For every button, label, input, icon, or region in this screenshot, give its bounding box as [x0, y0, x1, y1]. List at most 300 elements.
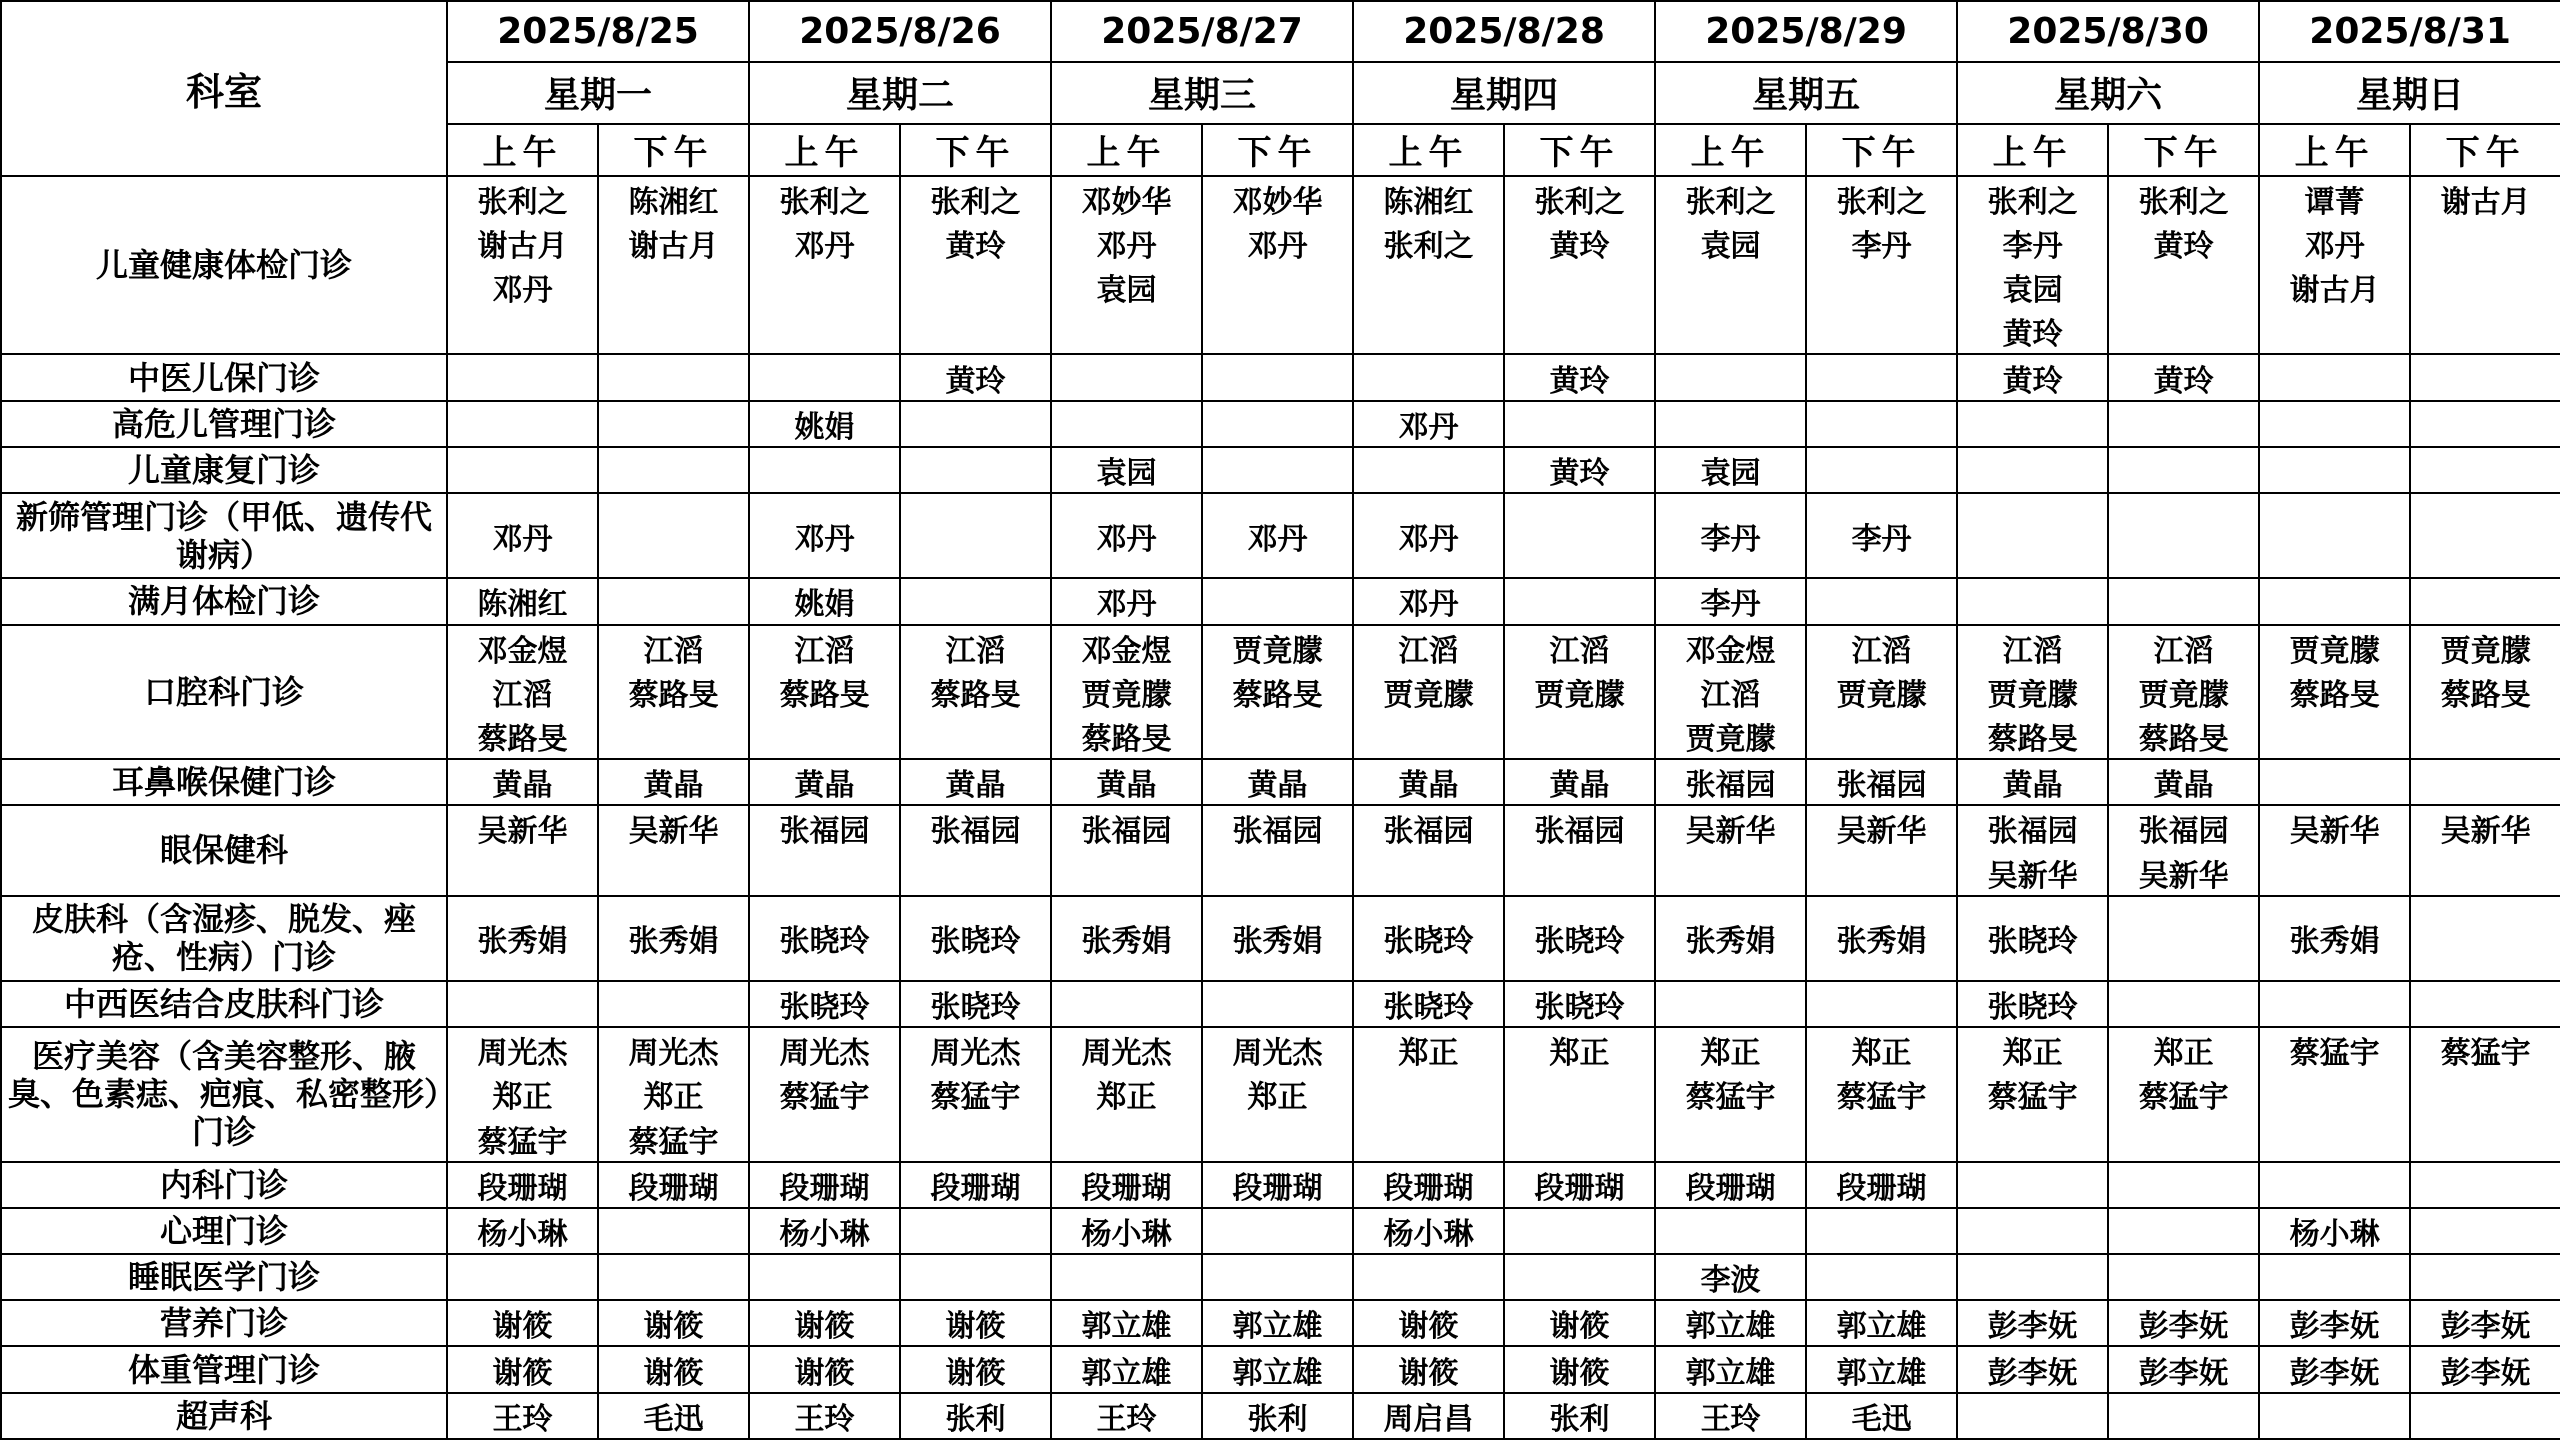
doctor-cell: 吴新华 [598, 805, 749, 850]
doctor-cell: 张秀娟 [1655, 896, 1806, 981]
department-name: 体重管理门诊 [1, 1346, 447, 1392]
doctor-cell: 张秀娟 [598, 896, 749, 981]
doctor-cell [1504, 578, 1655, 624]
doctor-cell [900, 447, 1051, 493]
doctor-cell [1655, 265, 1806, 309]
doctor-cell: 黄晶 [1353, 759, 1504, 805]
doctor-cell: 王玲 [1051, 1393, 1202, 1439]
doctor-cell [900, 1254, 1051, 1300]
doctor-cell: 姚娟 [749, 578, 900, 624]
doctor-cell: 郭立雄 [1051, 1346, 1202, 1392]
doctor-cell [1806, 265, 1957, 309]
doctor-cell [900, 493, 1051, 578]
doctor-cell [1806, 1254, 1957, 1300]
afternoon-header: 下午 [1202, 124, 1353, 176]
doctor-cell: 蔡路旻 [598, 670, 749, 714]
doctor-cell [2259, 1072, 2410, 1116]
doctor-cell: 张福园 [1353, 805, 1504, 850]
doctor-cell: 张利 [1202, 1393, 1353, 1439]
doctor-cell [2410, 447, 2560, 493]
doctor-cell: 邓丹 [447, 265, 598, 309]
doctor-cell: 张福园 [1957, 805, 2108, 850]
doctor-cell: 谢筱 [447, 1346, 598, 1392]
doctor-cell: 王玲 [1655, 1393, 1806, 1439]
department-name: 心理门诊 [1, 1208, 447, 1254]
doctor-cell: 张利之 [1353, 221, 1504, 265]
doctor-cell [1655, 1208, 1806, 1254]
doctor-cell: 周光杰 [749, 1027, 900, 1072]
schedule-row [1, 493, 2560, 578]
doctor-cell: 谢筱 [1353, 1346, 1504, 1392]
doctor-cell [2410, 850, 2560, 895]
doctor-cell [2259, 354, 2410, 400]
doctor-cell [1504, 1072, 1655, 1116]
morning-header: 上午 [1957, 124, 2108, 176]
doctor-cell: 蔡猛宇 [2259, 1027, 2410, 1072]
afternoon-header: 下午 [900, 124, 1051, 176]
doctor-cell: 黄晶 [1504, 759, 1655, 805]
doctor-cell: 毛迅 [1806, 1393, 1957, 1439]
schedule-row [1, 1300, 2560, 1346]
doctor-cell: 张秀娟 [2259, 896, 2410, 981]
doctor-cell: 邓金煜 [447, 625, 598, 670]
doctor-cell: 贾竟朦 [1504, 670, 1655, 714]
department-name: 营养门诊 [1, 1300, 447, 1346]
doctor-cell [1806, 1117, 1957, 1162]
header-date-row [1, 1, 2560, 62]
doctor-cell: 郑正 [1051, 1072, 1202, 1116]
doctor-cell: 周光杰 [447, 1027, 598, 1072]
doctor-cell [2410, 1072, 2560, 1116]
doctor-cell: 吴新华 [447, 805, 598, 850]
doctor-cell: 杨小琳 [749, 1208, 900, 1254]
doctor-cell: 张晓玲 [1957, 896, 2108, 981]
doctor-cell [447, 354, 598, 400]
doctor-cell: 郑正 [1353, 1027, 1504, 1072]
doctor-cell: 谭菁 [2259, 176, 2410, 221]
doctor-cell: 吴新华 [2259, 805, 2410, 850]
doctor-cell: 谢筱 [1504, 1300, 1655, 1346]
doctor-cell: 邓丹 [2259, 221, 2410, 265]
doctor-cell: 蔡猛宇 [1806, 1072, 1957, 1116]
doctor-cell: 李波 [1655, 1254, 1806, 1300]
doctor-cell: 蔡猛宇 [2410, 1027, 2560, 1072]
afternoon-header: 下午 [1806, 124, 1957, 176]
doctor-cell: 邓丹 [749, 221, 900, 265]
doctor-cell: 贾竟朦 [1806, 670, 1957, 714]
doctor-cell: 周光杰 [1051, 1027, 1202, 1072]
doctor-cell [1655, 401, 1806, 447]
date-header: 2025/8/30 [1957, 1, 2259, 62]
doctor-cell: 毛迅 [598, 1393, 749, 1439]
doctor-cell [749, 714, 900, 759]
doctor-cell: 彭李妩 [2410, 1300, 2560, 1346]
doctor-cell [1806, 578, 1957, 624]
doctor-cell: 郑正 [1806, 1027, 1957, 1072]
doctor-cell [1806, 309, 1957, 354]
doctor-cell: 黄玲 [1957, 354, 2108, 400]
doctor-cell [1202, 354, 1353, 400]
afternoon-header: 下午 [2410, 124, 2560, 176]
date-header: 2025/8/27 [1051, 1, 1353, 62]
doctor-cell: 杨小琳 [1051, 1208, 1202, 1254]
doctor-cell: 谢筱 [900, 1346, 1051, 1392]
doctor-cell [1504, 1254, 1655, 1300]
doctor-cell [900, 265, 1051, 309]
doctor-cell [2108, 1254, 2259, 1300]
doctor-cell: 谢筱 [749, 1346, 900, 1392]
doctor-cell: 邓丹 [1353, 578, 1504, 624]
doctor-cell: 黄晶 [1957, 759, 2108, 805]
department-name: 新筛管理门诊（甲低、遗传代谢病） [1, 493, 447, 578]
doctor-cell: 邓妙华 [1051, 176, 1202, 221]
doctor-cell: 黄玲 [1957, 309, 2108, 354]
doctor-cell: 郭立雄 [1202, 1346, 1353, 1392]
doctor-cell [1051, 309, 1202, 354]
department-name: 内科门诊 [1, 1162, 447, 1208]
doctor-cell: 邓丹 [1051, 578, 1202, 624]
doctor-cell: 黄玲 [2108, 221, 2259, 265]
doctor-cell: 蔡猛宇 [749, 1072, 900, 1116]
doctor-cell [2108, 981, 2259, 1027]
doctor-cell: 袁园 [1655, 447, 1806, 493]
doctor-cell [1504, 1208, 1655, 1254]
doctor-cell: 段珊瑚 [1504, 1162, 1655, 1208]
doctor-cell: 姚娟 [749, 401, 900, 447]
doctor-cell [2410, 309, 2560, 354]
department-header: 科室 [1, 1, 447, 176]
doctor-cell [598, 1208, 749, 1254]
doctor-cell: 江滔 [447, 670, 598, 714]
doctor-cell: 吴新华 [1655, 805, 1806, 850]
doctor-cell [2410, 1208, 2560, 1254]
doctor-cell [2259, 1117, 2410, 1162]
doctor-cell [598, 447, 749, 493]
doctor-cell: 黄晶 [598, 759, 749, 805]
doctor-cell [2410, 401, 2560, 447]
doctor-cell: 段珊瑚 [900, 1162, 1051, 1208]
doctor-cell: 蔡路旻 [2108, 714, 2259, 759]
doctor-cell [1806, 447, 1957, 493]
doctor-cell: 吴新华 [1806, 805, 1957, 850]
doctor-cell: 江滔 [2108, 625, 2259, 670]
doctor-cell [2108, 493, 2259, 578]
doctor-cell [598, 981, 749, 1027]
doctor-cell [749, 265, 900, 309]
doctor-cell: 郭立雄 [1806, 1346, 1957, 1392]
doctor-cell [2108, 447, 2259, 493]
doctor-cell: 蔡猛宇 [2108, 1072, 2259, 1116]
doctor-cell: 江滔 [1655, 670, 1806, 714]
doctor-cell: 段珊瑚 [1806, 1162, 1957, 1208]
doctor-cell: 贾竟朦 [2410, 625, 2560, 670]
doctor-cell: 张晓玲 [749, 896, 900, 981]
doctor-cell [1957, 1254, 2108, 1300]
doctor-cell [1957, 401, 2108, 447]
doctor-cell [1957, 1162, 2108, 1208]
doctor-cell: 郑正 [1655, 1027, 1806, 1072]
doctor-cell: 贾竟朦 [2108, 670, 2259, 714]
doctor-cell: 蔡路旻 [1202, 670, 1353, 714]
doctor-cell [1957, 1117, 2108, 1162]
doctor-cell [1202, 447, 1353, 493]
afternoon-header: 下午 [1504, 124, 1655, 176]
doctor-cell [447, 447, 598, 493]
doctor-cell [900, 309, 1051, 354]
date-header: 2025/8/26 [749, 1, 1051, 62]
doctor-cell: 黄晶 [1202, 759, 1353, 805]
doctor-cell [1655, 1117, 1806, 1162]
doctor-cell [2259, 1254, 2410, 1300]
department-name: 超声科 [1, 1393, 447, 1439]
morning-header: 上午 [749, 124, 900, 176]
doctor-cell [2108, 1162, 2259, 1208]
doctor-cell: 张利之 [447, 176, 598, 221]
doctor-cell: 李丹 [1655, 493, 1806, 578]
doctor-cell [2410, 1254, 2560, 1300]
doctor-cell: 谢古月 [2259, 265, 2410, 309]
doctor-cell: 张福园 [1202, 805, 1353, 850]
doctor-cell [900, 578, 1051, 624]
doctor-cell: 彭李妩 [1957, 1300, 2108, 1346]
doctor-cell [598, 401, 749, 447]
doctor-cell [1957, 447, 2108, 493]
doctor-cell: 谢古月 [447, 221, 598, 265]
doctor-cell [1202, 981, 1353, 1027]
doctor-cell: 张晓玲 [749, 981, 900, 1027]
doctor-cell [1051, 850, 1202, 895]
doctor-cell: 段珊瑚 [1353, 1162, 1504, 1208]
doctor-cell: 黄玲 [1504, 221, 1655, 265]
doctor-cell: 邓丹 [749, 493, 900, 578]
afternoon-header: 下午 [2108, 124, 2259, 176]
doctor-cell: 张晓玲 [1353, 896, 1504, 981]
doctor-cell: 张秀娟 [447, 896, 598, 981]
doctor-cell: 蔡路旻 [2259, 670, 2410, 714]
doctor-cell [447, 981, 598, 1027]
doctor-cell [2410, 714, 2560, 759]
department-name: 耳鼻喉保健门诊 [1, 759, 447, 805]
doctor-cell: 吴新华 [2410, 805, 2560, 850]
doctor-cell: 邓丹 [1353, 493, 1504, 578]
doctor-cell: 贾竟朦 [2259, 625, 2410, 670]
doctor-cell: 陈湘红 [1353, 176, 1504, 221]
doctor-cell: 谢筱 [598, 1300, 749, 1346]
doctor-cell: 黄晶 [447, 759, 598, 805]
doctor-cell: 段珊瑚 [1655, 1162, 1806, 1208]
doctor-cell: 蔡猛宇 [447, 1117, 598, 1162]
doctor-cell: 江滔 [749, 625, 900, 670]
doctor-cell [2108, 401, 2259, 447]
doctor-cell: 邓金煜 [1051, 625, 1202, 670]
doctor-cell [1353, 850, 1504, 895]
doctor-cell [2259, 850, 2410, 895]
doctor-cell [2410, 493, 2560, 578]
doctor-cell: 黄晶 [1051, 759, 1202, 805]
doctor-cell: 袁园 [1655, 221, 1806, 265]
doctor-cell [2108, 309, 2259, 354]
doctor-cell [1353, 309, 1504, 354]
doctor-cell: 谢筱 [1353, 1300, 1504, 1346]
doctor-cell: 谢筱 [1504, 1346, 1655, 1392]
doctor-cell: 邓丹 [1051, 493, 1202, 578]
doctor-cell: 郑正 [447, 1072, 598, 1116]
doctor-cell [2259, 401, 2410, 447]
doctor-cell [2410, 578, 2560, 624]
doctor-cell [2259, 309, 2410, 354]
doctor-cell [2410, 981, 2560, 1027]
doctor-cell [447, 850, 598, 895]
doctor-cell: 蔡路旻 [900, 670, 1051, 714]
doctor-cell [2410, 759, 2560, 805]
doctor-cell [1353, 447, 1504, 493]
doctor-cell: 段珊瑚 [598, 1162, 749, 1208]
doctor-cell: 谢筱 [900, 1300, 1051, 1346]
doctor-cell [1504, 1117, 1655, 1162]
doctor-cell [2410, 354, 2560, 400]
schedule-row [1, 1254, 2560, 1300]
doctor-cell [2410, 1162, 2560, 1208]
doctor-cell: 江滔 [598, 625, 749, 670]
doctor-cell [749, 309, 900, 354]
doctor-cell: 贾竟朦 [1202, 625, 1353, 670]
doctor-cell: 郭立雄 [1051, 1300, 1202, 1346]
department-name: 医疗美容（含美容整形、腋臭、色素痣、疤痕、私密整形）门诊 [1, 1027, 447, 1162]
doctor-cell: 张晓玲 [900, 896, 1051, 981]
doctor-cell [1051, 1254, 1202, 1300]
doctor-cell: 张晓玲 [1504, 981, 1655, 1027]
doctor-cell: 张利 [1504, 1393, 1655, 1439]
doctor-cell: 郑正 [1957, 1027, 2108, 1072]
doctor-cell [749, 850, 900, 895]
doctor-cell [447, 1254, 598, 1300]
schedule-row [1, 1027, 2560, 1072]
doctor-cell [1353, 1254, 1504, 1300]
doctor-cell: 黄玲 [900, 221, 1051, 265]
doctor-cell [2108, 1208, 2259, 1254]
doctor-cell: 张福园 [749, 805, 900, 850]
doctor-cell [900, 401, 1051, 447]
doctor-cell [1504, 850, 1655, 895]
doctor-cell [1504, 309, 1655, 354]
doctor-cell [1957, 1208, 2108, 1254]
doctor-cell [1353, 1072, 1504, 1116]
date-header: 2025/8/28 [1353, 1, 1655, 62]
doctor-cell: 王玲 [749, 1393, 900, 1439]
doctor-cell [1957, 1393, 2108, 1439]
doctor-cell: 张秀娟 [1202, 896, 1353, 981]
doctor-cell [447, 401, 598, 447]
doctor-cell: 谢筱 [598, 1346, 749, 1392]
doctor-cell: 谢古月 [2410, 176, 2560, 221]
doctor-cell: 蔡路旻 [1957, 714, 2108, 759]
weekday-header: 星期日 [2259, 62, 2560, 123]
weekday-header: 星期一 [447, 62, 749, 123]
doctor-cell [1353, 354, 1504, 400]
doctor-cell [2259, 1393, 2410, 1439]
morning-header: 上午 [1655, 124, 1806, 176]
department-name: 中西医结合皮肤科门诊 [1, 981, 447, 1027]
date-header: 2025/8/29 [1655, 1, 1957, 62]
doctor-cell: 周光杰 [900, 1027, 1051, 1072]
doctor-cell: 陈湘红 [447, 578, 598, 624]
doctor-cell: 张福园 [1655, 759, 1806, 805]
doctor-cell [1353, 714, 1504, 759]
doctor-cell: 江滔 [1504, 625, 1655, 670]
doctor-cell: 贾竟朦 [1957, 670, 2108, 714]
doctor-cell [749, 1117, 900, 1162]
date-header: 2025/8/31 [2259, 1, 2560, 62]
date-header: 2025/8/25 [447, 1, 749, 62]
doctor-cell [1202, 309, 1353, 354]
doctor-cell: 彭李妩 [2259, 1346, 2410, 1392]
doctor-cell [2259, 981, 2410, 1027]
doctor-cell [598, 354, 749, 400]
doctor-cell: 彭李妩 [2108, 1346, 2259, 1392]
doctor-cell: 黄晶 [900, 759, 1051, 805]
doctor-cell: 郑正 [598, 1072, 749, 1116]
doctor-cell [2259, 493, 2410, 578]
doctor-cell: 蔡猛宇 [598, 1117, 749, 1162]
doctor-cell [2108, 896, 2259, 981]
doctor-cell: 段珊瑚 [1202, 1162, 1353, 1208]
doctor-cell [749, 447, 900, 493]
doctor-cell [1202, 714, 1353, 759]
doctor-cell: 张福园 [900, 805, 1051, 850]
doctor-cell: 张利之 [1504, 176, 1655, 221]
doctor-cell: 段珊瑚 [447, 1162, 598, 1208]
doctor-cell: 杨小琳 [1353, 1208, 1504, 1254]
doctor-cell: 江滔 [1957, 625, 2108, 670]
doctor-cell [1353, 265, 1504, 309]
doctor-cell [900, 714, 1051, 759]
doctor-cell: 郭立雄 [1806, 1300, 1957, 1346]
doctor-cell: 江滔 [1353, 625, 1504, 670]
doctor-cell [1806, 1208, 1957, 1254]
doctor-cell: 张晓玲 [900, 981, 1051, 1027]
doctor-cell: 郑正 [2108, 1027, 2259, 1072]
doctor-cell: 张福园 [1806, 759, 1957, 805]
doctor-cell [1051, 1117, 1202, 1162]
doctor-cell [1202, 401, 1353, 447]
doctor-cell: 袁园 [1051, 447, 1202, 493]
schedule-row [1, 401, 2560, 447]
doctor-cell: 李丹 [1806, 493, 1957, 578]
doctor-cell [598, 309, 749, 354]
doctor-cell: 邓丹 [1051, 221, 1202, 265]
doctor-cell [900, 1208, 1051, 1254]
morning-header: 上午 [1051, 124, 1202, 176]
doctor-cell: 张利之 [2108, 176, 2259, 221]
doctor-cell: 蔡路旻 [2410, 670, 2560, 714]
doctor-cell: 张福园 [1504, 805, 1655, 850]
doctor-cell: 张福园 [1051, 805, 1202, 850]
doctor-cell: 李丹 [1957, 221, 2108, 265]
doctor-cell: 彭李妩 [2410, 1346, 2560, 1392]
doctor-cell [2108, 578, 2259, 624]
morning-header: 上午 [447, 124, 598, 176]
doctor-cell [1202, 265, 1353, 309]
doctor-cell: 周光杰 [1202, 1027, 1353, 1072]
doctor-cell [2259, 759, 2410, 805]
doctor-cell [1806, 981, 1957, 1027]
doctor-cell [1504, 401, 1655, 447]
schedule-row [1, 578, 2560, 624]
doctor-cell: 贾竟朦 [1051, 670, 1202, 714]
doctor-cell [749, 1254, 900, 1300]
doctor-cell: 吴新华 [1957, 850, 2108, 895]
department-name: 满月体检门诊 [1, 578, 447, 624]
